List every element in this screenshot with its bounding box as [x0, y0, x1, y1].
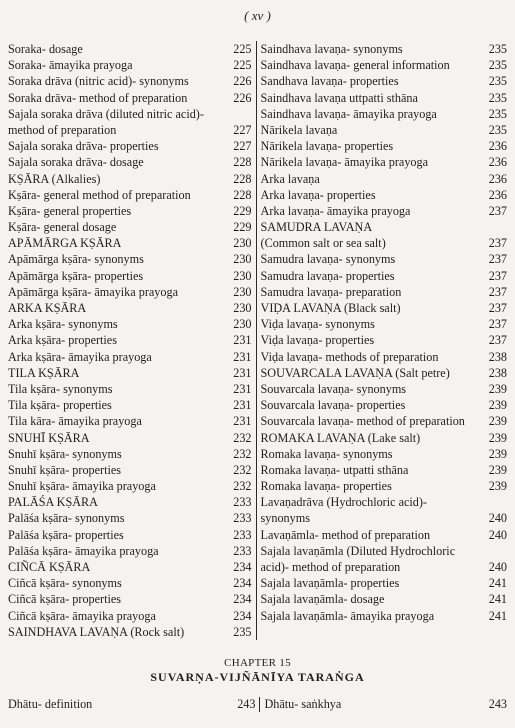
toc-entry-page: 237 [488, 203, 507, 218]
toc-entry-text: Romaka lavaṇa- synonyms [260, 446, 393, 461]
toc-entry-text: TILA KṢĀRA [8, 365, 80, 380]
toc-entry-text: SAINDHAVA LAVAṆA (Rock salt) [8, 624, 185, 639]
toc-entry-page: 240 [488, 527, 507, 542]
toc-entry-page: 239 [488, 414, 507, 429]
toc-entry-text: ROMAKA LAVAṆA (Lake salt) [260, 430, 421, 445]
toc-entry-page: 233 [233, 495, 252, 510]
toc-entry [8, 365, 252, 381]
toc-entry [261, 430, 507, 446]
toc-entry [261, 316, 507, 332]
toc-entry [261, 73, 507, 89]
toc-entry [261, 154, 507, 170]
chapter-number: CHAPTER 15 [224, 657, 291, 669]
toc-entry-text: Arka kṣāra- synonyms [8, 317, 118, 332]
toc-entry [260, 697, 507, 712]
toc-entry [8, 575, 252, 591]
toc-entry-page: 241 [488, 592, 507, 607]
toc-entry-page: 235 [488, 106, 507, 121]
toc-entry [261, 527, 507, 543]
toc-entry [8, 106, 252, 122]
toc-entry-text: Sajala soraka drāva- properties [8, 139, 159, 154]
toc-entry [261, 90, 507, 106]
toc-entry-text: Kṣāra- general method of preparation [8, 187, 191, 202]
toc-entry-page: 239 [488, 381, 507, 396]
toc-entry [261, 106, 507, 122]
toc-entry-page: 227 [233, 122, 252, 137]
table-of-contents [8, 41, 507, 640]
toc-entry-text: Soraka- dosage [8, 42, 83, 56]
toc-entry-text: Sajala lavaṇāmla- āmayika prayoga [260, 608, 435, 623]
toc-entry [8, 171, 252, 187]
toc-entry-page: 225 [233, 42, 252, 56]
toc-entry-page: 230 [233, 317, 252, 332]
toc-entry-text: Palāśa kṣāra- synonyms [8, 511, 125, 526]
toc-entry [8, 316, 252, 332]
toc-entry [261, 478, 507, 494]
toc-entry [261, 235, 507, 251]
toc-entry [8, 235, 252, 251]
toc-entry-page: 235 [488, 90, 507, 105]
toc-entry-text: Arka kṣāra- āmayika prayoga [8, 349, 152, 364]
toc-entry-text: Kṣāra- general properties [8, 203, 132, 218]
toc-entry-text: method of preparation [8, 122, 117, 137]
toc-entry-text: Tila kṣāra- properties [8, 398, 112, 413]
toc-entry-text: SAMUDRA LAVAṆA [260, 220, 373, 235]
toc-entry [8, 559, 252, 575]
toc-entry [8, 462, 252, 478]
toc-entry-text: Snuhī kṣāra- synonyms [8, 446, 122, 461]
toc-entry-text: Sajala lavaṇāmla- dosage [260, 592, 385, 607]
toc-entry [8, 138, 252, 154]
toc-entry [8, 203, 252, 219]
toc-entry-text: Dhātu- definition [8, 697, 93, 711]
toc-entry [261, 219, 507, 235]
toc-entry [261, 446, 507, 462]
toc-entry-page: 229 [233, 203, 252, 218]
toc-entry-text: Saindhava lavaṇa- synonyms [260, 42, 403, 56]
toc-entry-page: 234 [233, 576, 252, 591]
toc-left-column [8, 41, 257, 640]
toc-entry [8, 697, 260, 712]
toc-entry [8, 510, 252, 526]
toc-right-column [257, 41, 507, 640]
toc-entry-page: 227 [233, 139, 252, 154]
toc-entry [8, 332, 252, 348]
toc-entry [261, 300, 507, 316]
toc-entry-page: 239 [488, 398, 507, 413]
toc-entry-text: acid)- method of preparation [260, 560, 401, 574]
toc-entry-page: 236 [488, 171, 507, 186]
toc-entry-page: 234 [233, 592, 252, 607]
toc-entry-text: VIḌA LAVAṆA (Black salt) [260, 301, 401, 315]
toc-entry [8, 41, 252, 57]
toc-entry-text: Ciñcā kṣāra- āmayika prayoga [8, 608, 156, 623]
toc-entry-page: 239 [488, 479, 507, 494]
toc-entry [261, 365, 507, 381]
toc-entry-text: Sajala lavaṇāmla- properties [260, 576, 400, 591]
toc-entry-text: PALĀŚA KṢĀRA [8, 495, 98, 510]
toc-entry-page: 235 [233, 624, 252, 639]
toc-entry-page: 230 [233, 252, 252, 267]
toc-entry-page: 231 [233, 365, 252, 380]
toc-entry [261, 494, 507, 510]
toc-entry-text: Saindhava lavaṇa uttpatti sthāna [260, 90, 418, 105]
toc-entry [8, 154, 252, 170]
toc-entry-page: 238 [488, 365, 507, 380]
toc-entry-page: 233 [233, 527, 252, 542]
toc-entry [8, 413, 252, 429]
toc-entry-page: 238 [488, 349, 507, 364]
toc-entry-text: Arka kṣāra- properties [8, 333, 117, 348]
toc-entry-text: Lavaṇāmla- method of preparation [260, 527, 431, 542]
toc-entry-text: Kṣāra- general dosage [8, 220, 117, 235]
toc-entry [8, 284, 252, 300]
toc-entry-text: Nārikela lavaṇa- āmayika prayoga [260, 155, 429, 170]
toc-entry-page: 235 [488, 74, 507, 89]
toc-entry-text: Tila kṣāra- synonyms [8, 381, 113, 396]
chapter-title: SUVARṆA-VIJÑĀNĪYA TARAṄGA [150, 670, 365, 684]
toc-entry-page: 233 [233, 511, 252, 526]
toc-entry-text: Saindhava lavaṇa- āmayika prayoga [260, 106, 437, 121]
toc-entry-text: CIÑCĀ KṢĀRA [8, 560, 91, 574]
toc-entry-text: Arka lavaṇa [260, 171, 320, 186]
toc-entry [261, 332, 507, 348]
toc-entry-text: Snuhī kṣāra- properties [8, 462, 122, 477]
toc-entry [261, 284, 507, 300]
toc-entry-text: Soraka- āmayika prayoga [8, 58, 133, 73]
toc-entry-page: 239 [488, 462, 507, 477]
toc-entry-page: 241 [488, 576, 507, 591]
toc-entry-text: Tila kāra- āmayika prayoga [8, 414, 142, 429]
toc-entry [8, 478, 252, 494]
toc-entry-text: Romaka lavaṇa- properties [260, 479, 392, 494]
toc-entry-page: 228 [233, 155, 252, 170]
toc-entry [8, 397, 252, 413]
toc-entry-text: APĀMĀRGA KṢĀRA [8, 236, 122, 251]
toc-entry-page: 243 [488, 697, 507, 711]
toc-entry-page: 239 [488, 430, 507, 445]
toc-entry-page: 234 [233, 608, 252, 623]
toc-entry [261, 138, 507, 154]
toc-entry-page: 231 [233, 333, 252, 348]
chapter-toc-row [8, 697, 507, 712]
toc-entry-page: 230 [233, 284, 252, 299]
toc-entry-page: 240 [488, 511, 507, 526]
toc-entry-page: 240 [488, 560, 507, 574]
toc-entry [8, 543, 252, 559]
toc-entry-text: Samudra lavaṇa- synonyms [260, 252, 396, 267]
toc-entry-page: 237 [488, 268, 507, 283]
toc-entry-text: Saindhava lavaṇa- general information [260, 58, 450, 73]
toc-entry [261, 397, 507, 413]
toc-entry [8, 57, 252, 73]
toc-entry-page: 229 [233, 220, 252, 235]
toc-entry-text: Apāmārga kṣāra- āmayika prayoga [8, 284, 178, 299]
toc-entry-page: 225 [233, 58, 252, 73]
toc-entry-page: 241 [488, 608, 507, 623]
toc-entry-text: SOUVARCALA LAVAṆA (Salt petre) [260, 365, 450, 380]
toc-entry-text: Souvarcala lavaṇa- synonyms [260, 381, 407, 396]
toc-entry [261, 543, 507, 559]
toc-entry-page: 237 [488, 317, 507, 332]
toc-entry-page: 232 [233, 430, 252, 445]
toc-entry-text: SNUHĪ KṢĀRA [8, 430, 90, 445]
toc-entry [8, 527, 252, 543]
toc-entry-text: KṢĀRA (Alkalies) [8, 171, 101, 186]
toc-entry-page: 232 [233, 462, 252, 477]
toc-entry-text: Soraka drāva- method of preparation [8, 90, 188, 105]
toc-entry-page: 232 [233, 446, 252, 461]
toc-entry-text: Romaka lavaṇa- utpatti sthāna [260, 462, 409, 477]
toc-entry-text: Sajala soraka drāva- dosage [8, 155, 144, 170]
toc-entry-text: Sajala soraka drāva (diluted nitric acid)- [8, 106, 204, 121]
chapter-heading [0, 657, 515, 685]
toc-entry-page: 228 [233, 187, 252, 202]
toc-entry-text: Snuhī kṣāra- āmayika prayoga [8, 479, 156, 494]
toc-entry-page: 232 [233, 479, 252, 494]
toc-entry [261, 575, 507, 591]
toc-entry [8, 187, 252, 203]
toc-entry-text: Soraka drāva (nitric acid)- synonyms [8, 74, 189, 89]
toc-entry-text: Viḍa lavaṇa- methods of preparation [260, 349, 439, 364]
toc-entry-text: Viḍa lavaṇa- synonyms [260, 317, 375, 332]
toc-entry-page: 226 [233, 74, 252, 89]
toc-entry [261, 122, 507, 138]
toc-entry-page: 235 [488, 58, 507, 73]
toc-entry-text: Palāśa kṣāra- properties [8, 527, 124, 542]
toc-entry [261, 187, 507, 203]
toc-entry [8, 122, 252, 138]
toc-entry-page: 230 [233, 236, 252, 251]
toc-entry-page: 237 [488, 252, 507, 267]
toc-entry-text: Samudra lavaṇa- preparation [260, 284, 402, 299]
toc-entry [261, 559, 507, 575]
page-number: ( xv ) [244, 8, 271, 23]
toc-entry [8, 268, 252, 284]
toc-entry [261, 349, 507, 365]
toc-entry-text: Palāśa kṣāra- āmayika prayoga [8, 543, 159, 558]
toc-entry [261, 462, 507, 478]
toc-entry [8, 349, 252, 365]
toc-entry-page: 237 [488, 301, 507, 315]
toc-entry-text: Lavaṇadrāva (Hydrochloric acid)- [260, 495, 427, 510]
toc-entry-text: Apāmārga kṣāra- properties [8, 268, 144, 283]
toc-entry-page: 231 [233, 414, 252, 429]
toc-entry-page: 239 [488, 446, 507, 461]
toc-entry [261, 57, 507, 73]
toc-entry-page: 235 [488, 122, 507, 137]
toc-entry [8, 624, 252, 640]
toc-entry-text: Sandhava lavaṇa- properties [260, 74, 399, 89]
toc-entry [8, 494, 252, 510]
toc-entry-text: Dhātu- saṅkhya [264, 697, 342, 711]
toc-entry-text: Souvarcala lavaṇa- properties [260, 398, 406, 413]
toc-entry-page: 243 [237, 697, 256, 711]
toc-entry [8, 251, 252, 267]
toc-entry [8, 446, 252, 462]
toc-entry [261, 203, 507, 219]
toc-entry [8, 90, 252, 106]
toc-entry [261, 171, 507, 187]
toc-entry-text: Viḍa lavaṇa- properties [260, 333, 375, 348]
toc-entry-text: Arka lavaṇa- āmayika prayoga [260, 203, 411, 218]
toc-entry-page: 230 [233, 268, 252, 283]
toc-entry-page: 237 [488, 284, 507, 299]
toc-entry-text: Nārikela lavaṇa- properties [260, 139, 394, 154]
toc-entry [261, 41, 507, 57]
toc-entry-text: Apāmārga kṣāra- synonyms [8, 252, 144, 267]
toc-entry-text: Nārikela lavaṇa [260, 122, 338, 137]
toc-entry [8, 219, 252, 235]
toc-entry-text: Samudra lavaṇa- properties [260, 268, 395, 283]
toc-entry-page: 228 [233, 171, 252, 186]
toc-entry [261, 510, 507, 526]
toc-entry-page: 236 [488, 187, 507, 202]
toc-entry-page: 231 [233, 381, 252, 396]
toc-entry-page: 233 [233, 543, 252, 558]
toc-entry-page: 237 [488, 236, 507, 251]
toc-entry [261, 251, 507, 267]
toc-entry-page: 234 [233, 560, 252, 574]
toc-entry-text: ARKA KṢĀRA [8, 301, 87, 315]
toc-entry-text: Arka lavaṇa- properties [260, 187, 376, 202]
toc-entry-page: 235 [488, 42, 507, 56]
toc-entry [261, 591, 507, 607]
toc-entry-page: 231 [233, 398, 252, 413]
toc-entry-page: 226 [233, 90, 252, 105]
toc-entry-page: 231 [233, 349, 252, 364]
toc-entry [8, 300, 252, 316]
toc-entry-page: 236 [488, 139, 507, 154]
toc-entry [8, 608, 252, 624]
toc-entry-page: 230 [233, 301, 252, 315]
toc-entry [261, 381, 507, 397]
toc-entry [8, 73, 252, 89]
toc-entry-page: 236 [488, 155, 507, 170]
toc-entry-text: Ciñcā kṣāra- properties [8, 592, 122, 607]
toc-entry-text: Souvarcala lavaṇa- method of preparation [260, 414, 465, 429]
toc-entry [8, 430, 252, 446]
toc-entry-text: (Common salt or sea salt) [260, 236, 386, 251]
toc-entry [261, 413, 507, 429]
toc-entry-text: Ciñcā kṣāra- synonyms [8, 576, 122, 591]
toc-entry [261, 268, 507, 284]
toc-entry [261, 608, 507, 624]
toc-entry-text: synonyms [260, 511, 310, 526]
toc-entry [8, 591, 252, 607]
toc-entry-page: 237 [488, 333, 507, 348]
toc-entry [8, 381, 252, 397]
toc-entry-text: Sajala lavaṇāmla (Diluted Hydrochloric [260, 543, 456, 558]
